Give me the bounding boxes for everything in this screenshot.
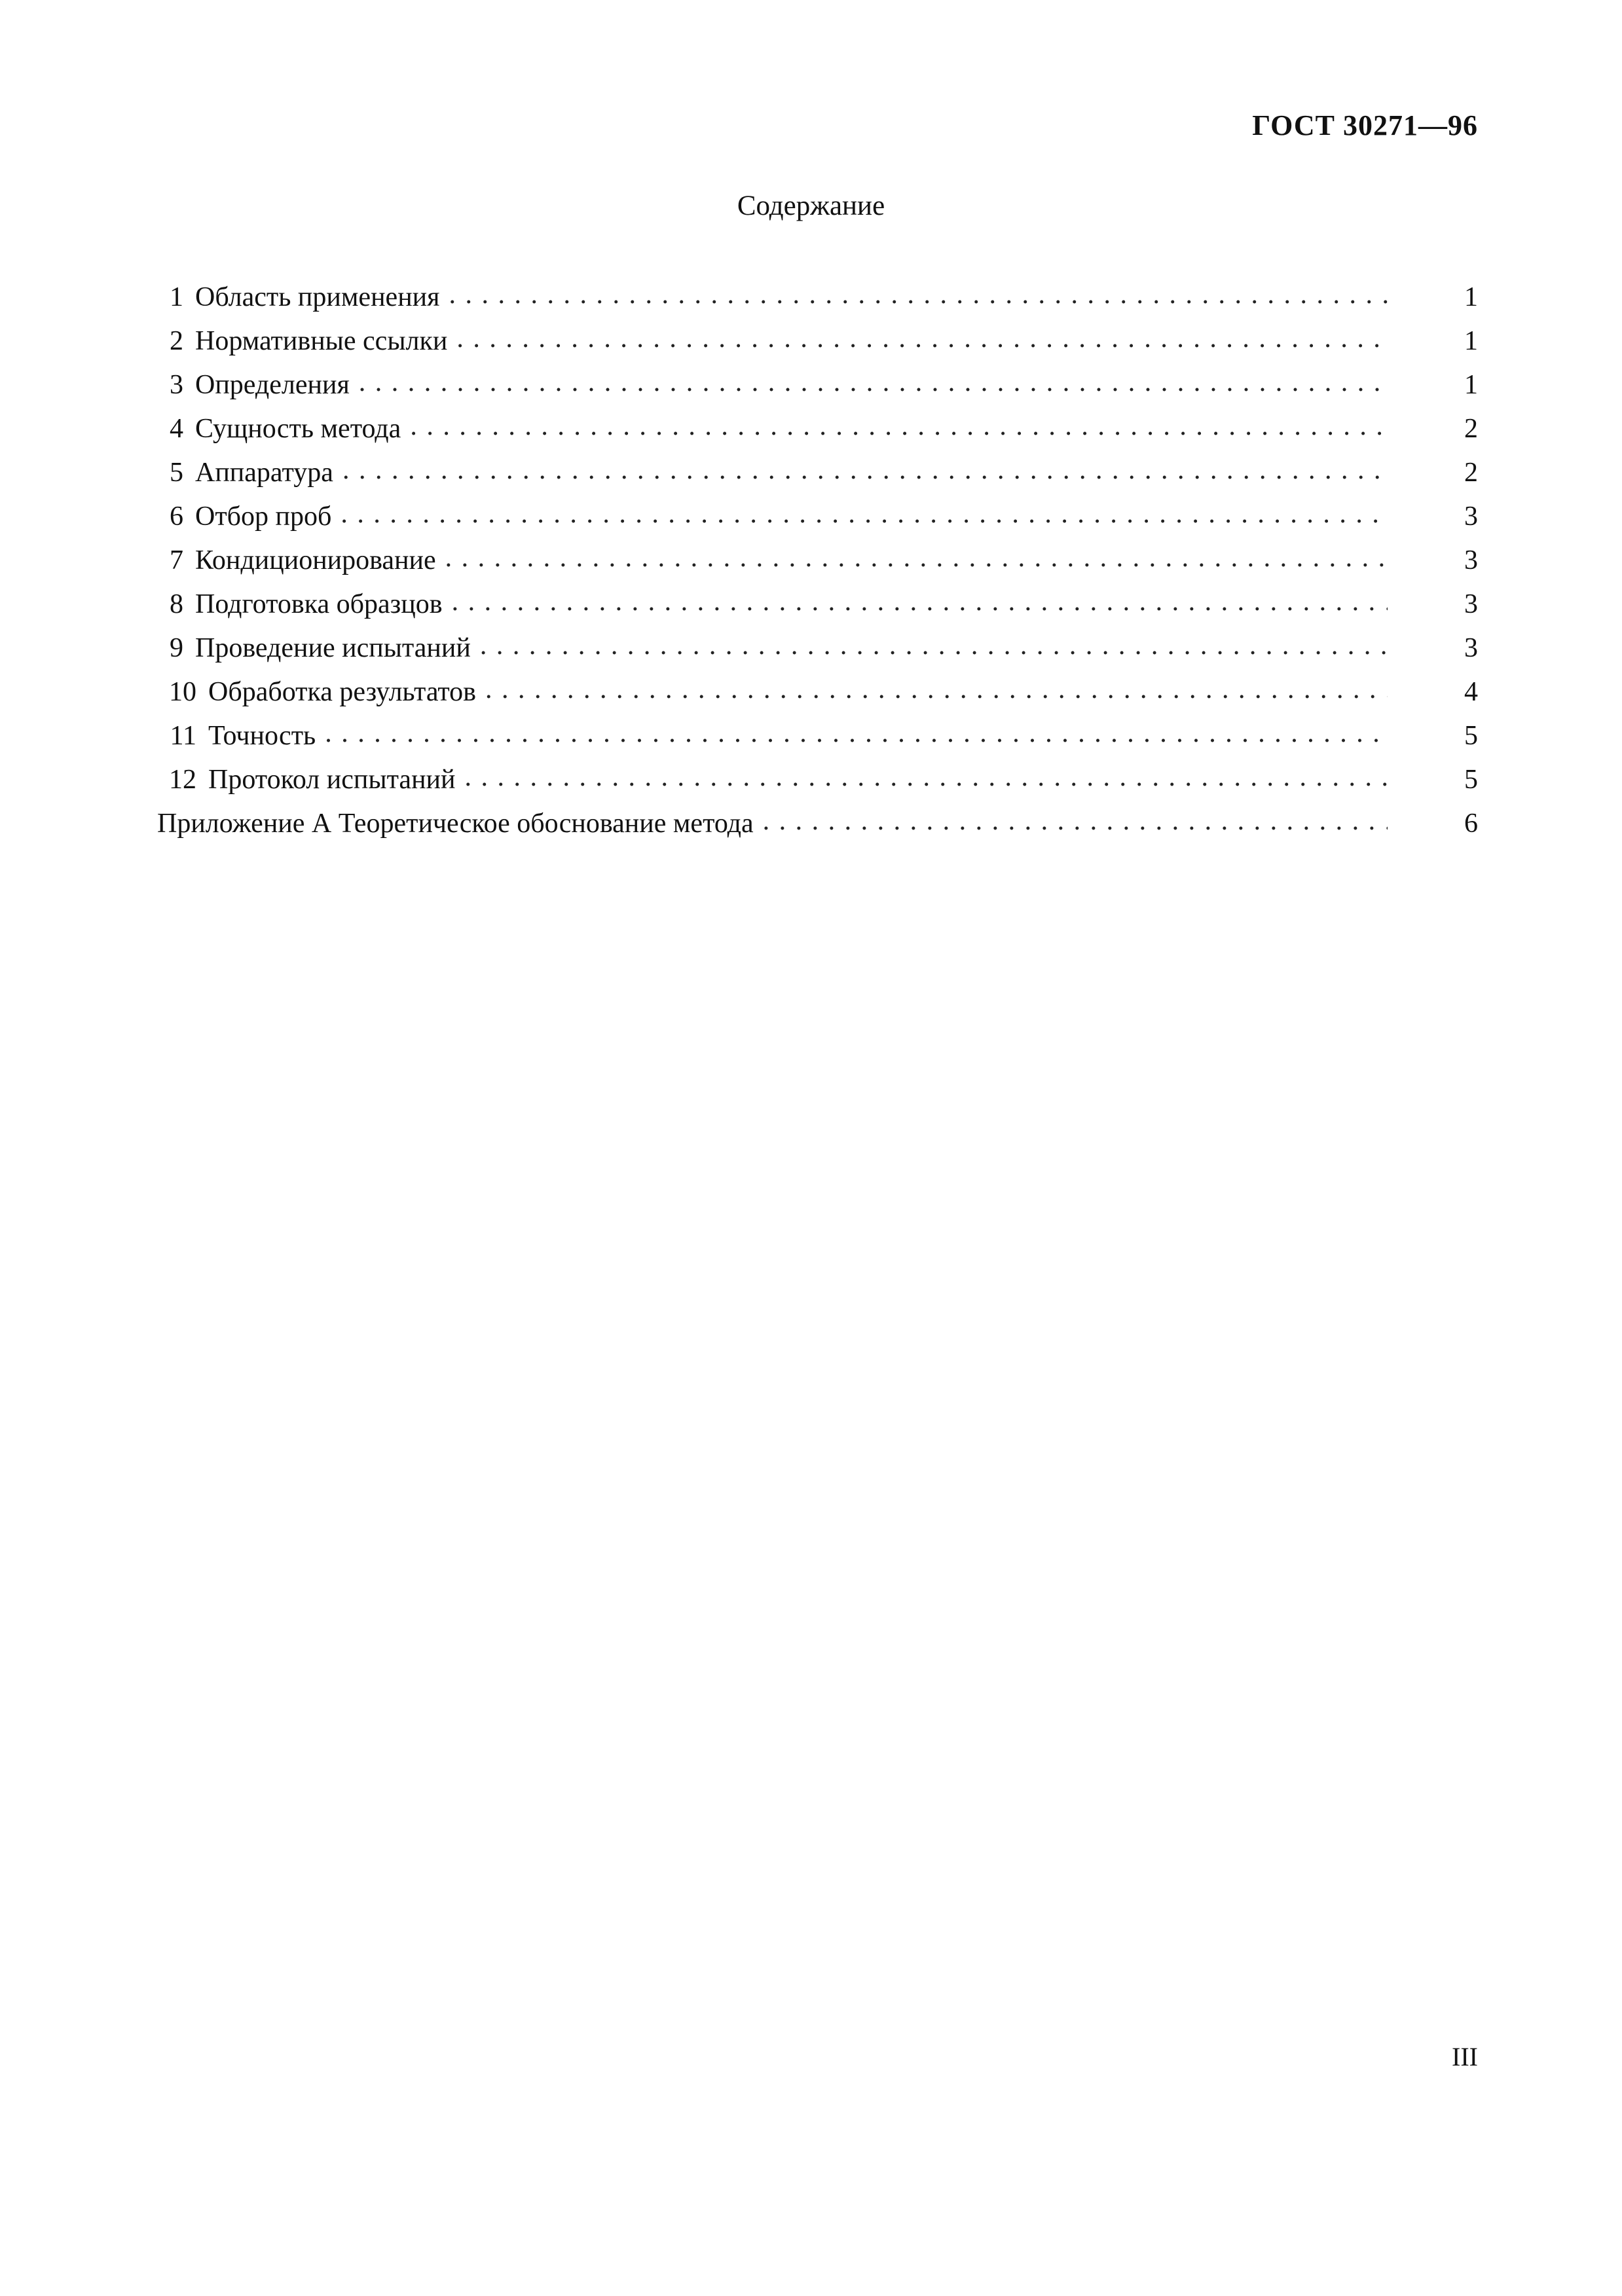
page-number: III [1452,2042,1478,2071]
toc-entry-page: 3 [1464,589,1478,619]
toc-entry-label: Нормативные ссылки [195,326,448,356]
toc-dot-leader [763,805,1388,837]
toc-entry-label: Обработка результатов [208,677,477,707]
toc-entry-number: 11 [170,721,196,751]
toc-dot-leader [452,586,1388,617]
toc-entry-label: Аппаратура [195,458,333,488]
toc-dot-leader [341,498,1388,530]
toc-entry-page: 2 [1464,414,1478,444]
toc-entry[interactable] [157,589,1478,632]
toc-dot-leader [465,761,1388,793]
toc-entry-number: 7 [170,545,183,575]
toc-dot-leader [485,674,1388,705]
toc-dot-leader [359,367,1388,398]
table-of-contents [157,282,1478,852]
toc-entry-label: Кондиционирование [195,545,436,575]
toc-entry-number: 6 [170,501,183,532]
toc-dot-leader [445,542,1388,574]
toc-title: Содержание [737,191,885,221]
toc-dot-leader [325,718,1388,749]
toc-entry-number: 2 [170,326,183,356]
toc-entry[interactable] [157,282,1478,325]
toc-entry-page: 2 [1464,458,1478,488]
toc-entry-number: 8 [170,589,183,619]
toc-entry[interactable] [157,764,1478,808]
toc-entry[interactable] [157,413,1478,457]
toc-entry[interactable] [157,632,1478,676]
toc-entry-label: Проведение испытаний [195,633,471,663]
toc-entry-page: 1 [1464,282,1478,312]
toc-entry-number: 12 [169,765,196,795]
toc-entry-page: 1 [1464,370,1478,400]
toc-entry-label: Сущность метода [195,414,401,444]
toc-dot-leader [480,630,1388,661]
toc-entry-page: 3 [1464,501,1478,532]
toc-entry-number: 5 [170,458,183,488]
toc-entry-page: 1 [1464,326,1478,356]
toc-entry-label: Область применения [195,282,440,312]
toc-entry-label: Точность [208,721,316,751]
toc-entry-number: 3 [170,370,183,400]
toc-entry-page: 3 [1464,545,1478,575]
toc-entry-appendix[interactable] [157,808,1478,852]
toc-entry-page: 5 [1464,765,1478,795]
toc-entry-number: 1 [170,282,183,312]
toc-entry[interactable] [157,545,1478,589]
toc-entry[interactable] [157,325,1478,369]
document-code: ГОСТ 30271—96 [1252,109,1478,141]
toc-entry-label: Отбор проб [195,501,332,532]
toc-entry[interactable] [157,457,1478,501]
toc-entry[interactable] [157,501,1478,545]
toc-entry-page: 6 [1464,809,1478,839]
toc-entry-label: Подготовка образцов [195,589,443,619]
toc-dot-leader [456,323,1388,354]
toc-entry-number: 10 [169,677,196,707]
toc-entry[interactable] [157,369,1478,413]
toc-entry-page: 3 [1464,633,1478,663]
toc-dot-leader [342,454,1388,486]
toc-entry-label: Определения [195,370,350,400]
toc-entry-page: 4 [1464,677,1478,707]
toc-entry-page: 5 [1464,721,1478,751]
toc-dot-leader [449,279,1388,310]
toc-entry-number: 4 [170,414,183,444]
toc-entry-number: 9 [170,633,183,663]
toc-entry-label: Приложение А Теоретическое обоснование метода [157,809,754,839]
toc-dot-leader [410,410,1388,442]
toc-entry[interactable] [157,676,1478,720]
toc-entry-label: Протокол испытаний [208,765,456,795]
toc-entry[interactable] [157,720,1478,764]
